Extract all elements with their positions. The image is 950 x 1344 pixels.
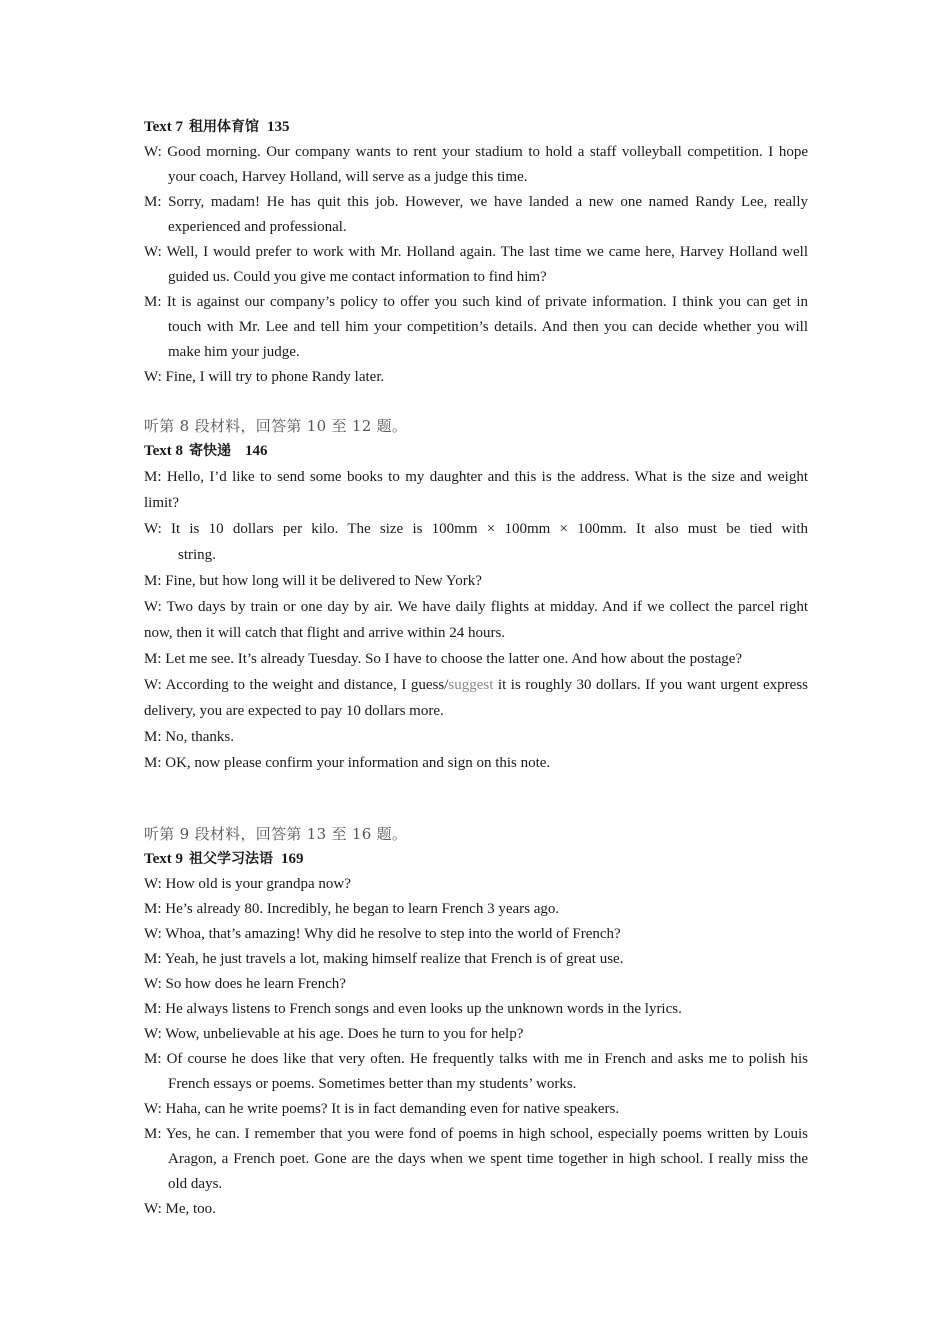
text8-number: 146	[245, 443, 268, 459]
dialogue-line: W: Well, I would prefer to work with Mr. Holland again. The last time we came here, Harvey Holland well guided us. Could you give me contact information to find him?	[144, 244, 808, 285]
text9-label: Text 9	[144, 851, 184, 867]
dialogue-line: M: He’s already 80. Incredibly, he began to learn French 3 years ago.	[144, 901, 560, 917]
dialogue-line: W: Two days by train or one day by air. We have daily flights at midday. And if we collect the parcel right now, then it will catch that flight and arrive within 24 hours.	[144, 599, 808, 641]
dialogue-line: W: Haha, can he write poems? It is in fact demanding even for native speakers.	[144, 1101, 620, 1117]
dialogue-line: M: It is against our company’s policy to offer you such kind of private information. I think you can get in touch with Mr. Lee and tell him your competition’s details. And then you can decide whether you will make him your judge.	[144, 294, 808, 360]
dialogue-line: M: Let me see. It’s already Tuesday. So I have to choose the latter one. And how about the postage?	[144, 651, 743, 667]
dialogue-line: W: It is 10 dollars per kilo. The size is 100mm × 100mm × 100mm. It also must be tied with	[144, 521, 808, 537]
text7-heading	[144, 115, 808, 140]
text8-intro: 听第 8 段材料，回答第 10 至 12 题。	[144, 417, 408, 435]
text7-title: 租用体育馆	[189, 119, 260, 135]
text9-intro: 听第 9 段材料，回答第 13 至 16 题。	[144, 825, 408, 843]
dialogue-line: W: So how does he learn French?	[144, 976, 346, 992]
dialogue-line: string.	[178, 547, 216, 563]
text7-section	[144, 115, 808, 390]
line-part: it is roughly 30 dollars. If you want urgent express delivery, you are expected to pay 10 dollars more.	[144, 677, 808, 719]
text9-title: 祖父学习法语	[189, 851, 274, 867]
dialogue-line: W: Good morning. Our company wants to rent your stadium to hold a staff volleyball competition. I hope your coach, Harvey Holland, will serve as a judge this time.	[144, 144, 808, 185]
text8-label: Text 8	[144, 443, 184, 459]
text8-title: 寄快递	[189, 443, 232, 459]
dialogue-line: W: How old is your grandpa now?	[144, 876, 351, 892]
dialogue-line: M: Of course he does like that very often. He frequently talks with me in French and asks me to polish his French essays or poems. Sometimes better than my students’ works.	[144, 1051, 808, 1092]
line-part: W: According to the weight and distance, I guess/	[144, 677, 449, 693]
text8-heading	[144, 439, 808, 464]
dialogue-line: M: OK, now please confirm your information and sign on this note.	[144, 755, 551, 771]
dialogue-line: W: Fine, I will try to phone Randy later.	[144, 369, 385, 385]
dialogue-line: M: No, thanks.	[144, 729, 234, 745]
dialogue-line: M: Hello, I’d like to send some books to my daughter and this is the address. What is the size and weight limit?	[144, 469, 808, 511]
dialogue-line: W: Wow, unbelievable at his age. Does he turn to you for help?	[144, 1026, 524, 1042]
dialogue-line	[144, 672, 808, 724]
dialogue-line: M: Yes, he can. I remember that you were fond of poems in high school, especially poems written by Louis Aragon, a French poet. Gone are the days when we spent time together in high school. I really miss the old days.	[144, 1126, 808, 1192]
text9-heading	[144, 847, 808, 872]
dialogue-line: M: Sorry, madam! He has quit this job. However, we have landed a new one named Randy Lee, really experienced and professional.	[144, 194, 808, 235]
text7-number: 135	[267, 119, 290, 135]
text9-number: 169	[281, 851, 304, 867]
text7-label: Text 7	[144, 119, 184, 135]
dialogue-line: M: Fine, but how long will it be delivered to New York?	[144, 573, 482, 589]
dialogue-line: M: Yeah, he just travels a lot, making himself realize that French is of great use.	[144, 951, 624, 967]
dialogue-line: W: Whoa, that’s amazing! Why did he resolve to step into the world of French?	[144, 926, 621, 942]
highlighted-word: suggest	[448, 677, 494, 693]
dialogue-line: M: He always listens to French songs and even looks up the unknown words in the lyrics.	[144, 1001, 682, 1017]
text9-section	[144, 822, 808, 1222]
text8-section	[144, 414, 808, 776]
dialogue-line: W: Me, too.	[144, 1201, 216, 1217]
